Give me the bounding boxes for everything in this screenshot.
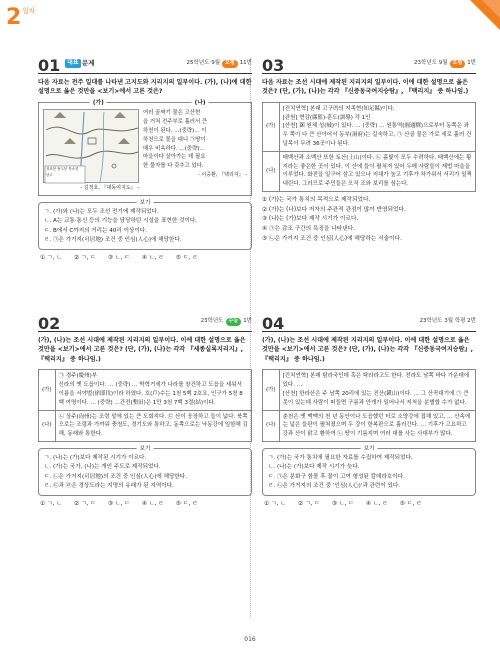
bogi-box (262, 445, 476, 496)
choice-3[interactable]: ③ (나)는 (가)보다 제작 시기가 이르다. (262, 216, 359, 223)
choice-4[interactable]: ④ ㉠은 감조 구간의 특징을 나타낸다. (262, 226, 356, 233)
row-label: (가) (39, 370, 56, 410)
question-type: 문제 (82, 59, 95, 67)
choice-2[interactable]: ② ㄱ, ㄷ (73, 500, 96, 507)
left-column (38, 56, 252, 507)
question-header (262, 314, 476, 332)
question-source (414, 60, 476, 68)
bogi-box (38, 445, 252, 496)
choice-5[interactable]: ⑤ ㉡은 가거지 조건 중 인심(人心)에 해당하는 서술이다. (262, 235, 402, 242)
question-number: 04 (262, 314, 285, 333)
question-source: 23학년도 3월 학평 2번 (419, 318, 476, 324)
row-label: (나) (263, 410, 280, 441)
table-row (263, 410, 476, 441)
bogi-item: ㄷ. ㉠은 분화구 함몰 후 물이 고여 형성된 칼데라호이다. (268, 473, 405, 480)
bogi-item: ㄷ. ㉡은 가거지(可居地)의 조건 중 인심(人心)에 해당한다. (44, 473, 187, 480)
row-label: (가) (263, 370, 280, 410)
table-row (263, 370, 476, 410)
old-map-image (43, 109, 139, 183)
table-row (263, 151, 476, 191)
answer-choices (38, 500, 252, 508)
question-number: 03 (262, 56, 285, 75)
question-stem: 다음 자료는 조선 시대에 제작된 지리지의 일부이다. 이에 대한 설명으로 옳은 것은? (단, (가), (나)는 각각 『신증동국여지승람』, 『택리지』 중 하나임.) (262, 79, 469, 96)
table-row (39, 370, 252, 410)
question-header (38, 56, 252, 74)
bogi-box (38, 199, 252, 250)
bogi-item: ㄱ. (가)는 국가 통치에 필요한 자료를 수집하여 제작되었다. (268, 454, 413, 461)
choice-2[interactable]: ② ㄱ, ㄷ (73, 254, 96, 261)
choice-5[interactable]: ⑤ ㄷ, ㄹ (175, 254, 198, 261)
question-number: 01 (38, 56, 61, 75)
bogi-item: ㄹ. ㉢과 ㉣은 경상도라는 지명의 유래가 된 지역이다. (44, 483, 174, 490)
choice-3[interactable]: ③ ㄴ, ㄷ (107, 500, 130, 507)
question-number: 02 (38, 314, 61, 333)
passage-table (262, 102, 476, 192)
row-label: (나) (39, 410, 56, 441)
question-stem: 다음 자료는 전주 일대를 나타낸 고지도와 지리지의 일부이다. (가), (나)에 대한 설명으로 옳은 것만을 <보기>에서 고른 것은? (38, 79, 252, 96)
choice-5[interactable]: ⑤ ㄷ, ㄹ (175, 500, 198, 507)
passage-table (38, 369, 252, 442)
passage-label-na: (나) (192, 99, 209, 108)
answer-choices (262, 500, 476, 508)
choice-1[interactable]: ① ㄱ, ㄴ (40, 500, 62, 507)
bogi-item: ㄴ. (나)는 (가)보다 제작 시기가 늦다. (268, 464, 360, 471)
source-number: 1번 (467, 60, 476, 66)
row-label: (가) (263, 102, 280, 151)
question-stem: (가), (나)는 조선 시대에 제작된 지리지의 일부이다. 이에 대한 설명으로 옳은 것만을 <보기>에서 고른 것은? (단, (가), (나)는 각각 『신증동국여지승람』, 『택리지』 중 하나임.) (262, 337, 473, 363)
bogi-item: ㄴ. A는 교통·통신 등의 기능을 담당하던 시설을 표현한 것이다. (44, 218, 198, 225)
passage-box (38, 99, 252, 196)
source-number: 11번 (239, 60, 252, 66)
question-stem: (가), (나)는 조선 시대에 제작된 지리지의 일부이다. 이에 대한 설명으로 옳은 것만을 <보기>에서 고른 것은? (단, (가), (나)는 각각 『세종실록지리지』, 『택리지』 중 하나임.) (38, 337, 246, 363)
bogi-item: ㄱ. (나)는 (가)보다 제작된 시기가 이르다. (44, 454, 147, 461)
table-row (39, 410, 252, 441)
passage-table (262, 369, 476, 442)
page-header (0, 0, 500, 40)
table-row (263, 102, 476, 151)
row-text: [건치연혁] 본래 탐라국인데 혹은 탁라라고도 한다. 전라도 남쪽 바다 가운데에 있다. … [산천] 한라산은 주 남쪽 20리에 있는 진산(鎭山)이다. … 그 산꼭대기에 ㉠ 큰 못이 있는데 사람이 떠들면 구름과 안개가 일어나서 지척을 분별할 수가 없다. (279, 370, 475, 410)
exam-badge: 모평 (222, 60, 238, 67)
bogi-item: ㄷ. B에서 C까지의 거리는 40리 이상이다. (44, 227, 147, 234)
row-text: 태백산과 소백산 또한 토산(土山)이다. ㉡ 흙빛이 모두 수려하다. 태백산에는 황지라는 좋은한 곳이 있다. 이 산에 들이 펼쳐져 있어 두메 사람들이 제법 마을을 이루었다. 화전을 일구어 삼고 있으나 지대가 높고 기후가 차가워서 서리가 일찍 내린다. 그러므로 주민들은 오직 조와 보리를 심는다. (279, 151, 475, 191)
choice-3[interactable]: ③ ㄴ, ㄷ (331, 500, 354, 507)
text-line: 여러 골짜기 물은 고산현 (143, 109, 201, 116)
bogi-title: 보기 (137, 445, 154, 455)
map-caption: - 김정호, 『대동여지도』 - (80, 184, 139, 191)
question-source (187, 60, 252, 68)
question-02 (38, 314, 252, 508)
choice-2[interactable]: ② ㄱ, ㄷ (297, 500, 320, 507)
corner-decoration (460, 0, 500, 30)
map-label: 저표봉 (46, 166, 57, 171)
row-text: ㉠ 경주(慶州)부 신라의 옛 도읍이다. … (중략) … 박혁거세가 나라를 창건하고 도읍을 세워서 이름을 서야벌(徐耶伐)이라 하였다. 호(戶)수는 1천 5백 2호요, 인구가 5천 8백 여명이다. … (중략) …간전(墾田)은 1만 3천 7백 3결(結)이다. (55, 370, 251, 410)
answer-choices (38, 254, 252, 262)
page-number: 016 (244, 636, 256, 643)
bogi-item: ㄱ. (가)와 (나)는 모두 조선 전기에 제작되었다. (44, 208, 159, 215)
day-label: 일차 (22, 7, 36, 15)
bogi-item: ㄹ. ㉡은 가거지의 조건 중 '인심(人心)'과 관련이 있다. (268, 483, 401, 490)
map-legend (46, 167, 84, 179)
choice-5[interactable]: ⑤ ㄷ, ㄹ (399, 500, 422, 507)
choice-3[interactable]: ③ ㄴ, ㄷ (107, 254, 130, 261)
choice-4[interactable]: ④ ㄴ, ㄹ (141, 254, 164, 261)
source-year: 23학년도 9월 (414, 60, 448, 66)
bogi-title: 보기 (137, 199, 154, 209)
choice-4[interactable]: ④ ㄴ, ㄹ (141, 500, 164, 507)
question-header (38, 314, 252, 332)
row-text: ㉡ 상주(尙州)는 조령 밑에 있는 큰 도회지다. ㉢ 산이 웅장하고 들이 넓다. 북쪽으로는 조령과 가까워 충청도, 경기도와 통하고, 동쪽으로는 낙동강에 임함해 김해, 동래와 통한다. (55, 410, 251, 441)
row-label: (나) (263, 151, 280, 191)
text-line: 마을이다 살아가는 데 필요 (143, 154, 206, 161)
choice-2[interactable]: ② (가)는 (나)보다 저자의 주관적 관점이 많이 반영되었다. (262, 206, 406, 213)
right-column (262, 56, 476, 507)
source-year: 23학년도 (200, 318, 224, 324)
row-text: [건치연혁] 본래 고구려의 지족현(知足縣)이다. [관원] 현감(縣監)·훈도(訓導) 각 1인 [산천] 㶊 원체 성(城)이 있다. … (중략) … 원통역(圓通驛)으로부터 동쪽은 좌우 쪽이 다 큰 산이어서 동부(洞府)는 길숙하고, ㉠ 산골 물은 가로 세로 흘러 건널목이 무려 36곳이나 된다. (279, 102, 475, 151)
map-label: 북소천 (68, 166, 79, 171)
exam-badge: 모평 (450, 60, 466, 67)
source-year: 25학년도 9월 (186, 60, 221, 66)
question-source (201, 318, 252, 326)
question-04 (262, 314, 476, 508)
choice-1[interactable]: ① ㄱ, ㄴ (264, 500, 286, 507)
bogi-item: ㄴ. (가)는 국가, (나)는 개인 주도로 제작되었다. (44, 464, 161, 471)
question-header (262, 56, 476, 74)
bogi-item: ㄹ. ㉠은 가거지(可居地) 조건 중 인심(人心)에 해당한다. (44, 237, 182, 244)
representative-tag: 대표 (67, 59, 79, 66)
bogi-title: 보기 (361, 445, 378, 455)
map-label: 남고 (46, 173, 53, 178)
text-line: 한 물자를 다 갖추고 있다. (143, 163, 204, 170)
text-line: 을 거쳐 전주부로 흘러서 큰 (143, 118, 208, 125)
map-label: 용두봉 (57, 166, 68, 171)
passage-text (143, 109, 247, 192)
source-number: 1번 (243, 318, 252, 324)
exam-badge: 수능 (226, 318, 242, 325)
question-01 (38, 56, 252, 262)
choice-1[interactable]: ① ㄱ, ㄴ (40, 254, 62, 261)
answer-choices (262, 196, 476, 244)
passage-label-ga: (가) (90, 99, 107, 108)
choice-1[interactable]: ① (가)는 국가 통치의 목적으로 제작되었다. (262, 197, 371, 204)
text-line: 매우 비옥하다. …(중략)… (143, 145, 205, 152)
text-line: 하천으로 물을 대니 ㉠땅이 (143, 136, 206, 143)
day-number: 2 (6, 5, 22, 30)
question-03 (262, 56, 476, 244)
choice-4[interactable]: ④ ㄴ, ㄹ (365, 500, 388, 507)
text-line: 하천이 된다. …(중략)… 이 (143, 127, 207, 134)
text-caption: - 이중환, 『택리지』 - (198, 172, 247, 179)
row-text: 춘천은 옛 맥맥의 천 년 동안이나 도읍했던 터로 소양강에 접해 있고, … 산속에는 넓은 들판이 펼쳐졌으며 두 강이 한복판으로 흘러간다. … 기후가 고요하고 강과 산이 맑고 환하여 ㉡ 땅이 기름지며 여러 대를 사는 사대부가 많다. (279, 410, 475, 441)
